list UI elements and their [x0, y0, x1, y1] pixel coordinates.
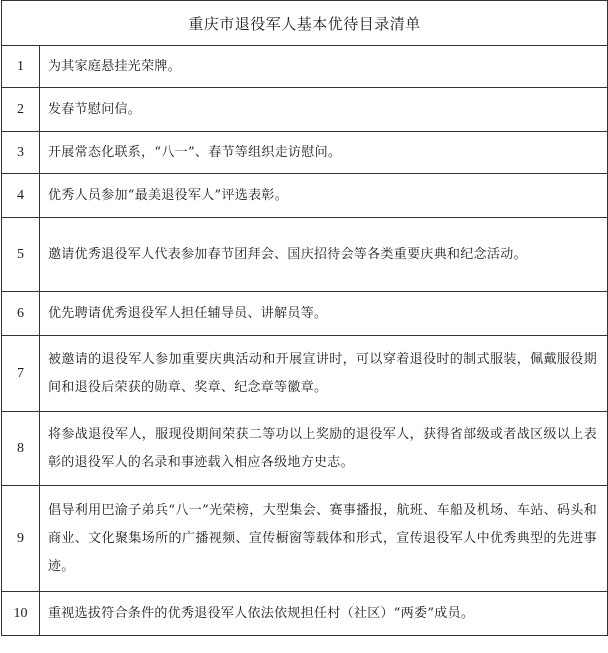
- row-number: 10: [2, 592, 40, 636]
- benefits-table: [1, 0, 608, 636]
- table-row: [2, 486, 608, 592]
- table-row: [2, 174, 608, 218]
- row-text: 优秀人员参加“最美退役军人”评选表彰。: [40, 174, 608, 218]
- table-row: [2, 592, 608, 636]
- row-number: 7: [2, 336, 40, 412]
- row-text: 优先聘请优秀退役军人担任辅导员、讲解员等。: [40, 292, 608, 336]
- table-row: [2, 132, 608, 174]
- table-row: [2, 88, 608, 132]
- row-text: 发春节慰问信。: [40, 88, 608, 132]
- row-text: 将参战退役军人，服现役期间荣获二等功以上奖励的退役军人，获得省部级或者战区级以上表彰的退役军人的名录和事迹载入相应各级地方史志。: [40, 412, 608, 486]
- row-number: 9: [2, 486, 40, 592]
- row-number: 2: [2, 88, 40, 132]
- row-text: 为其家庭悬挂光荣牌。: [40, 46, 608, 88]
- row-number: 5: [2, 218, 40, 292]
- document-sheet: [1, 0, 607, 636]
- row-text: 被邀请的退役军人参加重要庆典活动和开展宣讲时，可以穿着退役时的制式服装，佩戴服役期间和退役后荣获的勋章、奖章、纪念章等徽章。: [40, 336, 608, 412]
- row-number: 1: [2, 46, 40, 88]
- table-row: [2, 412, 608, 486]
- title-row: [2, 1, 608, 46]
- row-text: 开展常态化联系，“八一”、春节等组织走访慰问。: [40, 132, 608, 174]
- table-row: [2, 46, 608, 88]
- table-title: 重庆市退役军人基本优待目录清单: [2, 1, 608, 46]
- table-row: [2, 336, 608, 412]
- row-number: 4: [2, 174, 40, 218]
- row-number: 8: [2, 412, 40, 486]
- row-text: 倡导利用巴渝子弟兵“八一”光荣榜，大型集会、赛事播报，航班、车船及机场、车站、码头和商业、文化聚集场所的广播视频、宣传橱窗等载体和形式，宣传退役军人中优秀典型的先进事迹。: [40, 486, 608, 592]
- row-number: 3: [2, 132, 40, 174]
- row-text: 重视选拔符合条件的优秀退役军人依法依规担任村（社区）“两委”成员。: [40, 592, 608, 636]
- row-number: 6: [2, 292, 40, 336]
- table-row: [2, 218, 608, 292]
- table-row: [2, 292, 608, 336]
- row-text: 邀请优秀退役军人代表参加春节团拜会、国庆招待会等各类重要庆典和纪念活动。: [40, 218, 608, 292]
